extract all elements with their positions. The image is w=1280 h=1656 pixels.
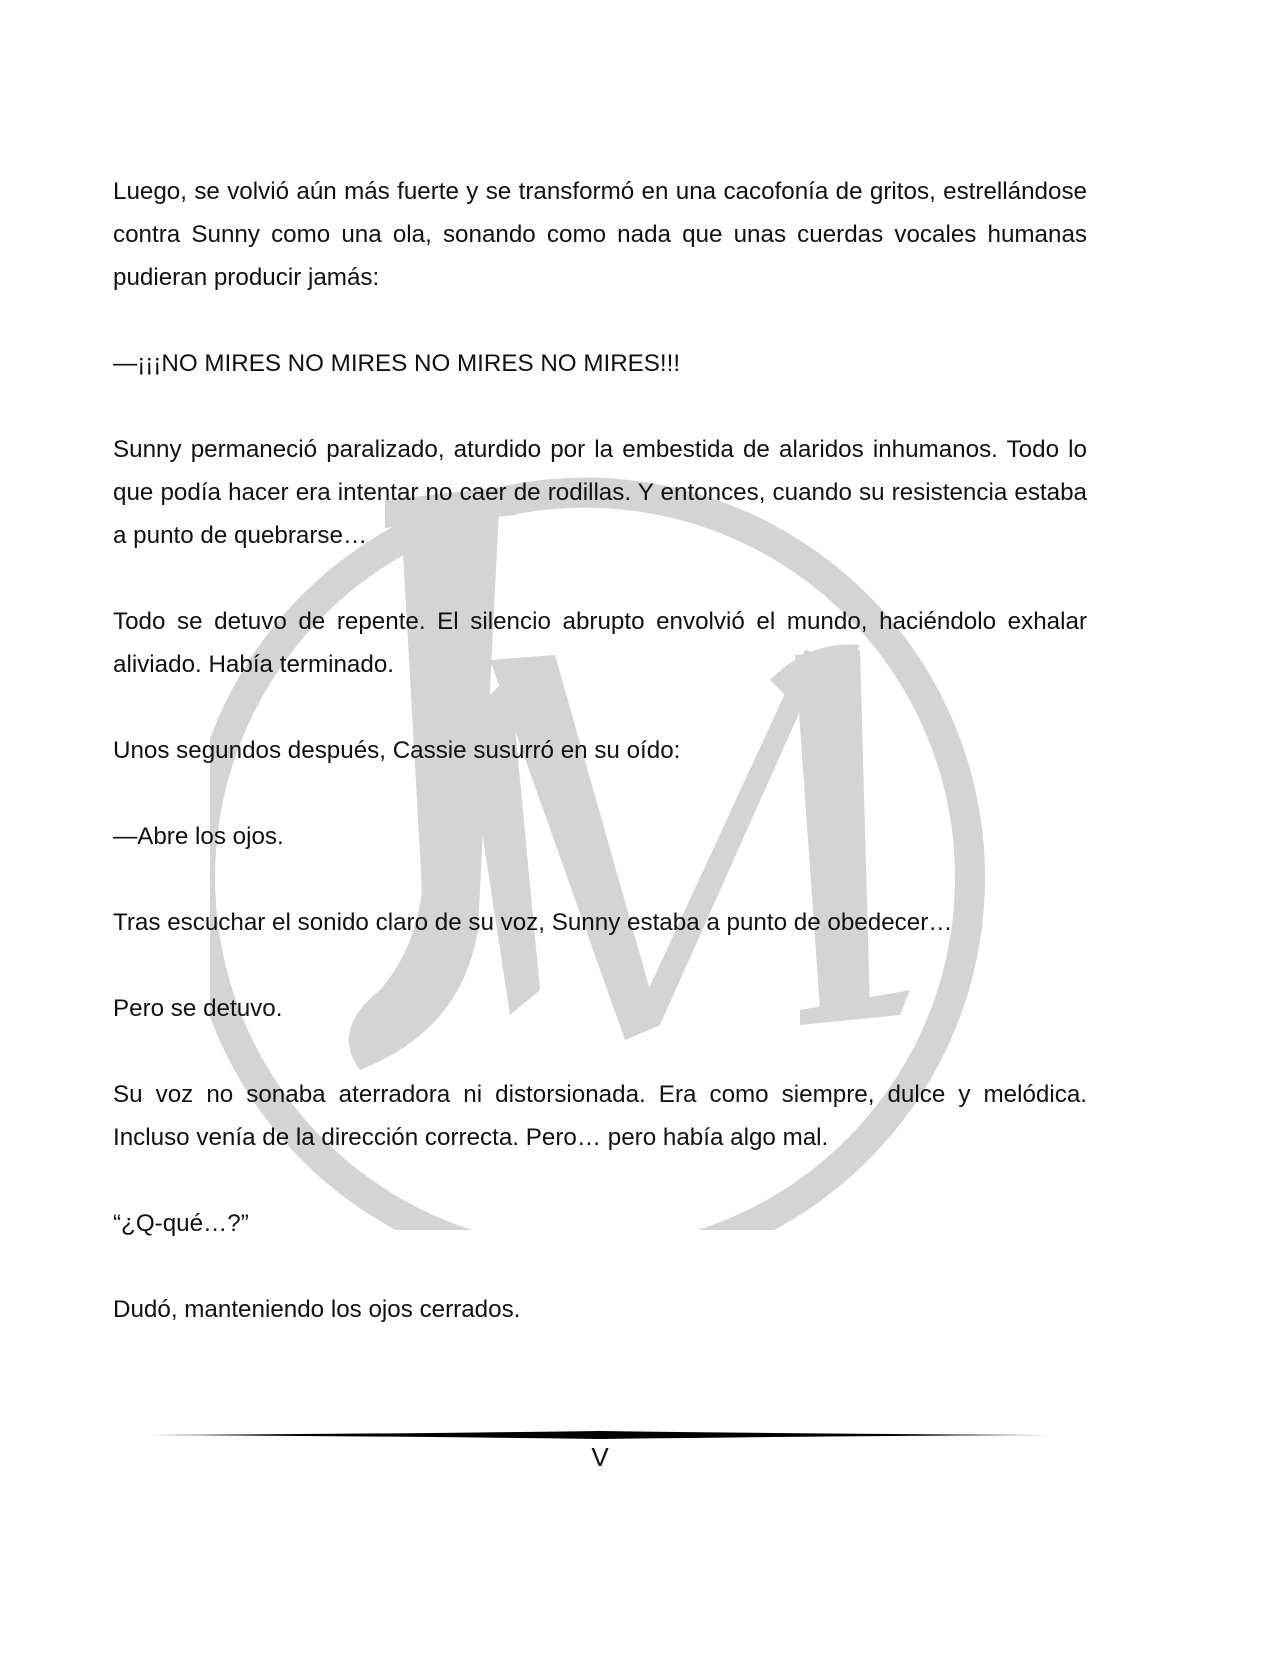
page-number: V [591, 1442, 609, 1472]
paragraph: —¡¡¡NO MIRES NO MIRES NO MIRES NO MIRES!!! [113, 350, 681, 377]
paragraph: Tras escuchar el sonido claro de su voz, Sunny estaba a punto de obedecer… [113, 909, 953, 936]
paragraph: Sunny permaneció paralizado, aturdido por la embestida de alaridos inhumanos. Todo lo que podía hacer era intentar no caer de rodillas. Y entonces, cuando su resistencia estaba a punto de quebrarse… [113, 436, 1087, 549]
paragraph: —Abre los ojos. [113, 823, 284, 850]
paragraph: Dudó, manteniendo los ojos cerrados. [113, 1296, 521, 1323]
paragraph: Pero se detuvo. [113, 995, 283, 1022]
paragraph: “¿Q-qué…?” [113, 1210, 249, 1237]
paragraph: Unos segundos después, Cassie susurró en su oído: [113, 737, 681, 764]
paragraph: Luego, se volvió aún más fuerte y se transformó en una cacofonía de gritos, estrellándose contra Sunny como una ola, sonando como nada que unas cuerdas vocales humanas pudieran producir jamás: [113, 178, 1087, 291]
paragraph: Su voz no sonaba aterradora ni distorsionada. Era como siempre, dulce y melódica. Incluso venía de la dirección correcta. Pero… pero había algo mal. [113, 1081, 1087, 1151]
paragraph: Todo se detuvo de repente. El silencio abrupto envolvió el mundo, haciéndolo exhalar aliviado. Había terminado. [113, 608, 1087, 678]
document-body [113, 170, 1087, 1331]
